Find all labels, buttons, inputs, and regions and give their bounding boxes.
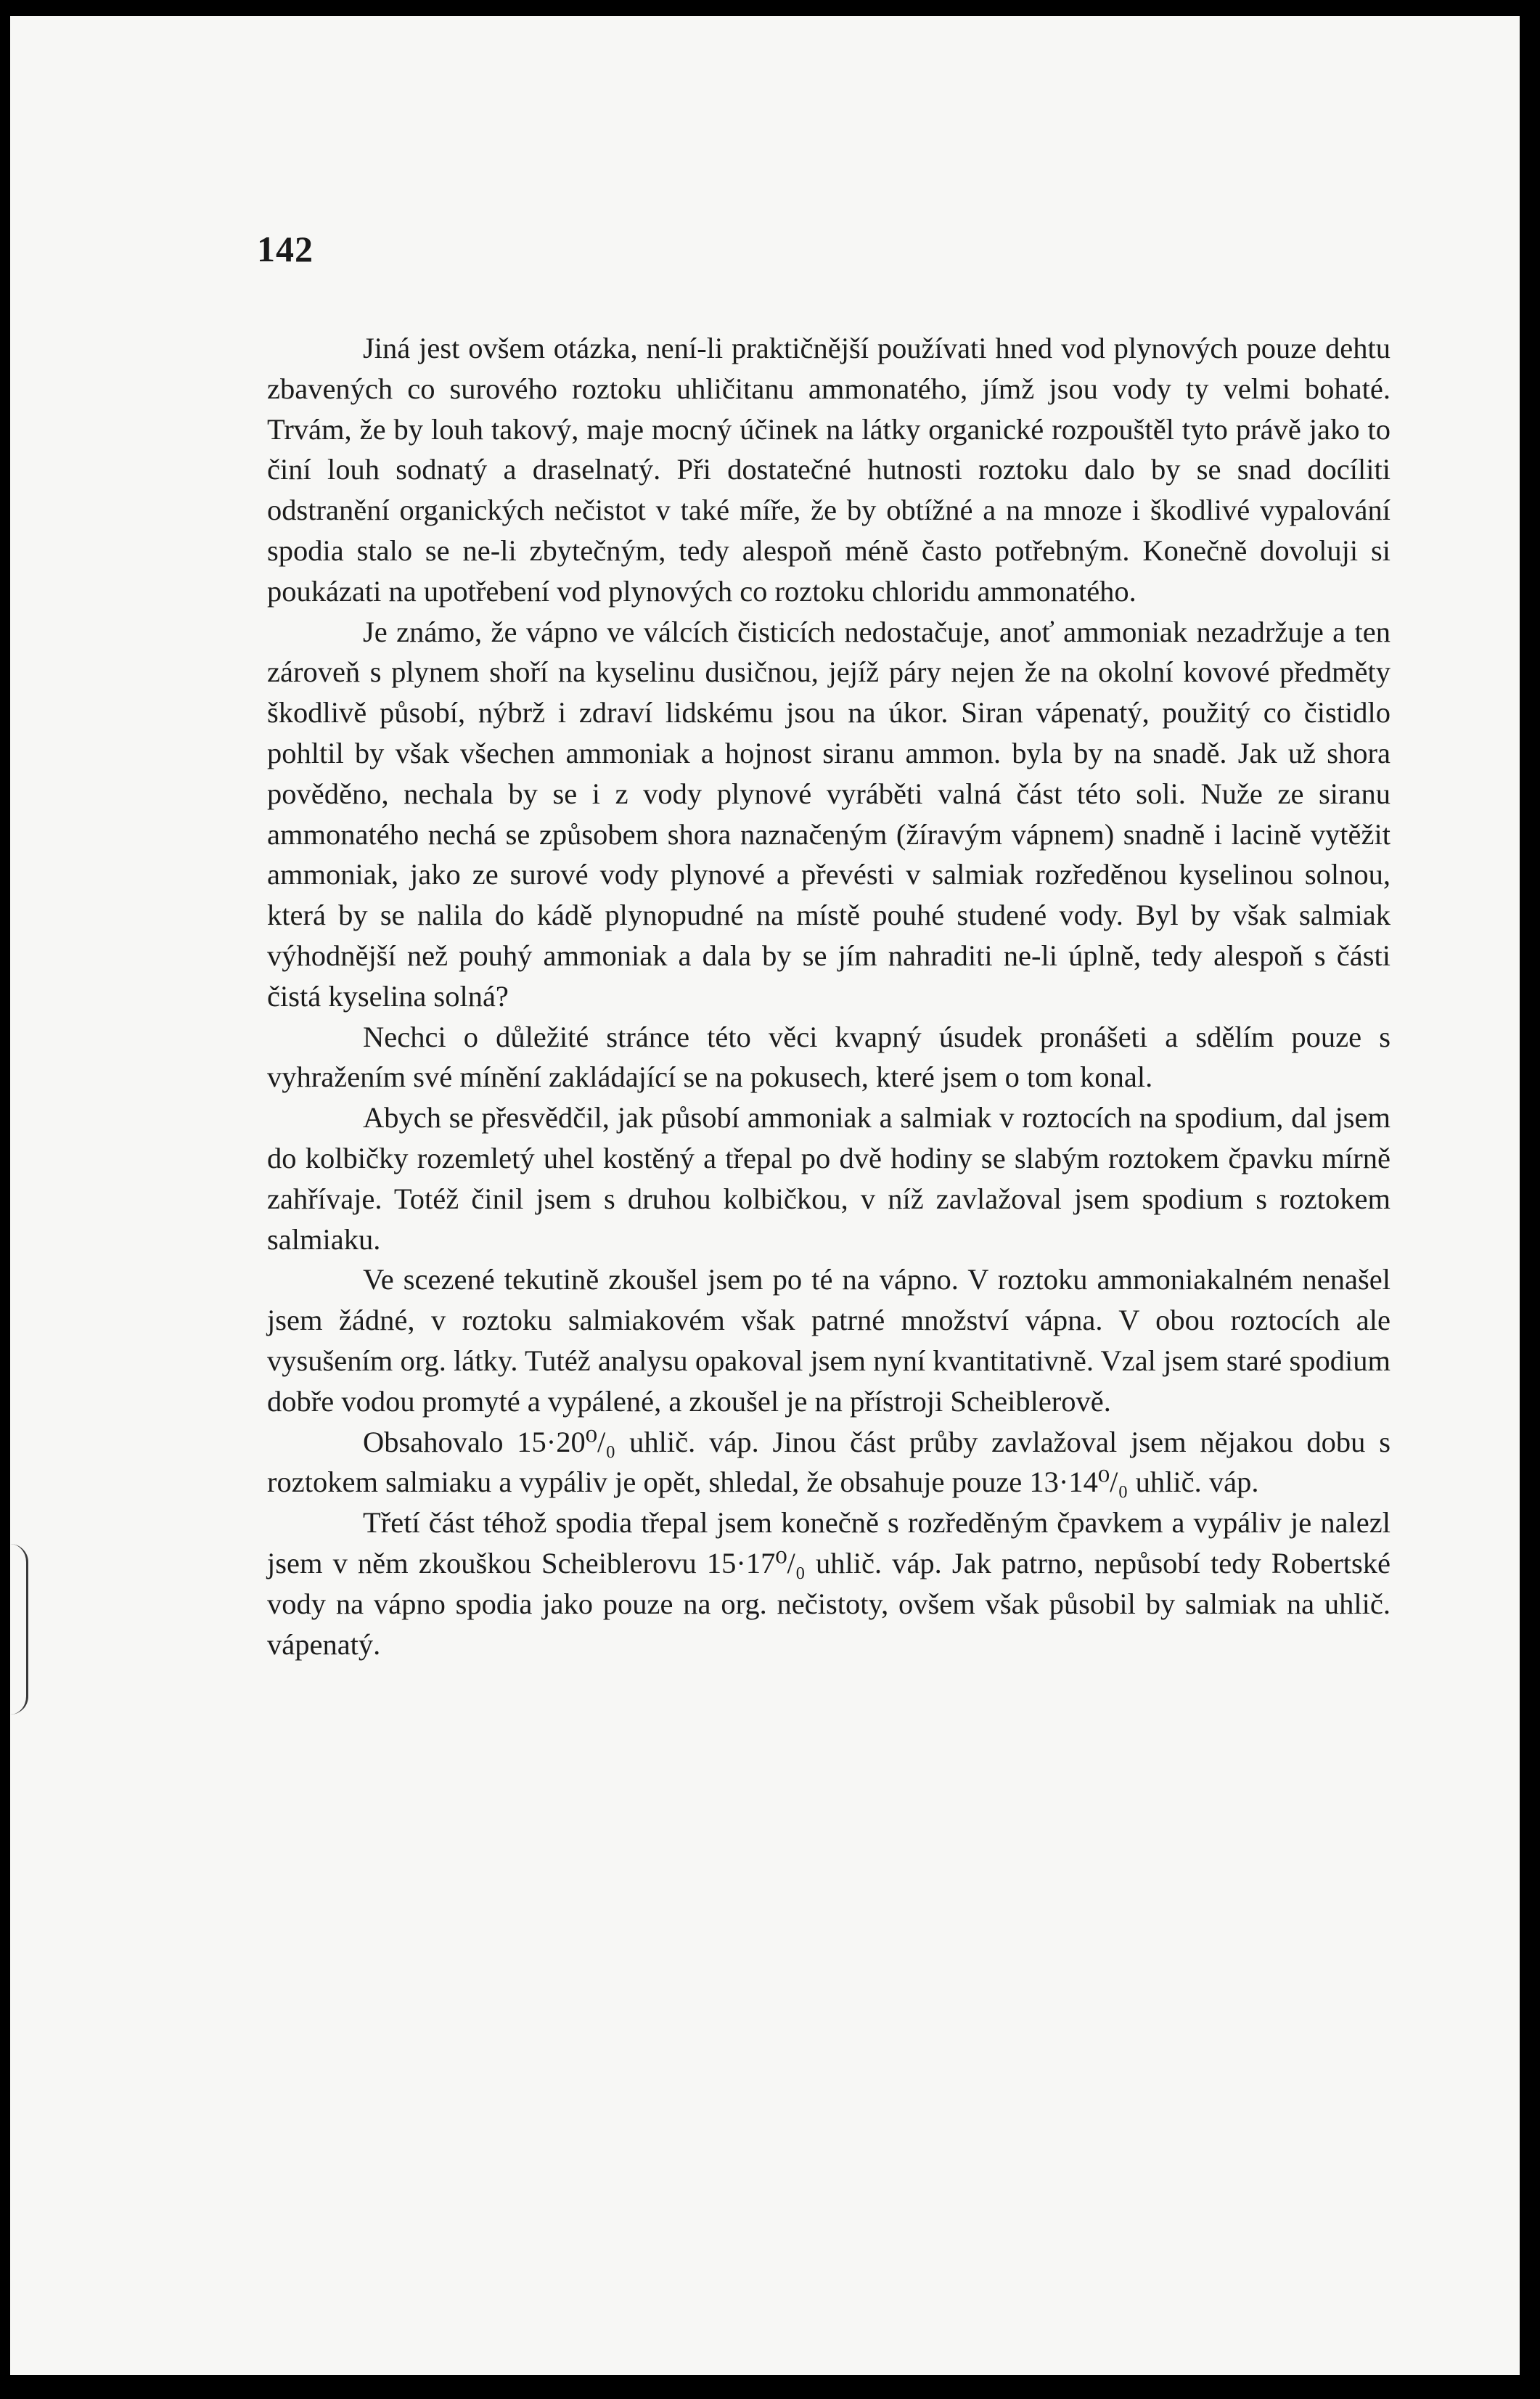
body-text (267, 328, 1390, 1664)
paragraph-experiment-intro: Nechci o důležité stránce této věci kvapný úsudek pronášeti a sdělím pouze s vyhražením své mínění zakládající se na pokusech, které jsem o tom konal. (267, 1020, 1390, 1094)
paragraph-lime-purifier-ammonia: Je známo, že vápno ve válcích čisticích nedostačuje, anoť ammoniak nezadržuje a ten zároveň s plynem shoří na kyselinu dusičnou, jejíž páry nejen že na okolní kovové předměty škodlivě působí, nýbrž i zdraví lidskému jsou na úkor. Siran vápenatý, použitý co čistidlo pohltil by však všechen ammoniak a hojnost siranu ammon. byla by na snadě. Jak už shora pověděno, nechala by se i z vody plynové vyráběti valná část této soli. Nuže ze siranu ammonatého nechá se způsobem shora naznačeným (žíravým vápnem) snadně i lacině vytěžit ammoniak, jako ze surové vody plynové a převésti v salmiak rozředěnou kyselinou solnou, která by se nalila do kádě plynopudné na místě pouhé studené vody. Byl by však salmiak výhodnější než pouhý ammoniak a dala by se jím nahraditi ne-li úplně, tedy alespoň s části čistá kyselina solná? (267, 615, 1390, 1013)
paragraph-flask-experiment: Abych se přesvědčil, jak působí ammoniak a salmiak v roztocích na spodium, dal jsem do kolbičky rozemletý uhel kostěný a třepal po dvě hodiny se slabým roztokem čpavku mírně zahřívaje. Totéž činil jsem s druhou kolbičkou, v níž zavlažoval jsem spodium s roztokem salmiaku. (267, 1101, 1390, 1256)
binding-edge-mark (10, 1544, 28, 1715)
paragraph-gas-water-ammonium-carbonate: Jiná jest ovšem otázka, není-li praktičnější používati hned vod plynových pouze dehtu zbavených co surového roztoku uhličitanu ammonatého, jímž jsou vody ty velmi bohaté. Trvám, že by louh takový, maje mocný účinek na látky organické rozpouštěl tyto právě jako to činí louh sodnatý a draselnatý. Při dostatečné hutnosti roztoku dalo by se snad docíliti odstranění organických nečistot v také míře, že by obtížné a na mnoze i škodlivé vypalování spodia stalo se ne-li zbytečným, tedy alespoň méně často potřebným. Konečně dovoluji si poukázati na upotřebení vod plynových co roztoku chloridu ammonatého. (267, 332, 1390, 608)
paragraph-lime-test: Ve scezené tekutině zkoušel jsem po té na vápno. V roztoku ammoniakalném nenašel jsem žádné, v roztoku salmiakovém však patrné množství vápna. V obou roztocích ale vysušením org. látky. Tutéž analysu opakoval jsem nyní kvantitativně. Vzal jsem staré spodium dobře vodou promyté a vypálené, a zkoušel je na přístroji Scheiblerově. (267, 1263, 1390, 1418)
document-page (10, 16, 1520, 2375)
paragraph-carbonate-results: Obsahovalo 15·20⁰/₀ uhlič. váp. Jinou část průby zavlažoval jsem nějakou dobu s roztokem salmiaku a vypáliv je opět, shledal, že obsahuje pouze 13·14⁰/₀ uhlič. váp. (267, 1425, 1390, 1499)
page-number: 142 (257, 229, 314, 269)
paragraph-conclusion: Třetí část téhož spodia třepal jsem konečně s rozředěným čpavkem a vypáliv je nalezl jsem v něm zkouškou Scheiblerovu 15·17⁰/₀ uhlič. váp. Jak patrno, nepůsobí tedy Robertské vody na vápno spodia jako pouze na org. nečistoty, ovšem však působil by salmiak na uhlič. vápenatý. (267, 1506, 1390, 1661)
